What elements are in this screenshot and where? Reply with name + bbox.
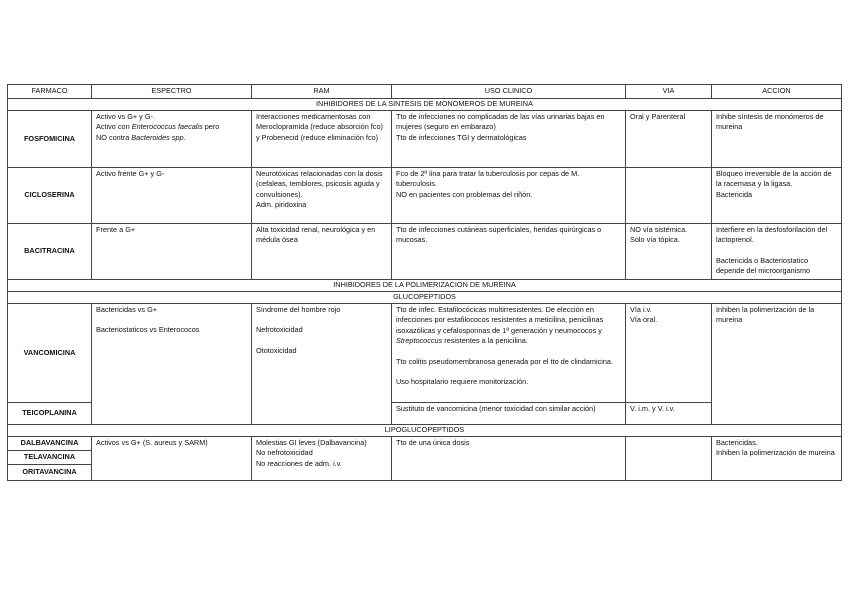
lipo-ram-line: No reacciones de adm. i.v. [256,458,342,468]
header-via: VIA [626,85,712,99]
text-fragment: NO contra [96,132,132,142]
section-lipoglucopeptidos: LIPOGLUCOPEPTIDOS [8,425,842,437]
bacitracina-via-line: Solo vía tópica. [630,235,680,245]
lipo-espectro: Activos vs G+ (S. aureus y SARM) [92,437,252,481]
vancomicina-espectro-line: Bactericidas vs G+ [96,305,158,314]
lipo-uso: Tto de una única dosis [392,437,626,481]
cicloserina-uso-line: Fco de 2ª lina para tratar la tuberculosis por cepas de M. tuberculosis. [396,169,580,189]
table-row [8,111,842,168]
cicloserina-espectro: Activo frente G+ y G- [92,168,252,224]
bacitracina-via [626,224,712,280]
section-row [8,280,842,292]
fosfomicina-accion: Inhibe síntesis de monómeros de mureina [712,111,842,168]
spacer [716,246,837,256]
header-ram: RAM [252,85,392,99]
lipo-ram-line: No nefrotoxicidad [256,448,313,458]
cicloserina-uso-line: NO en pacientes con problemas del riñón. [396,189,533,199]
teicoplanina-via: V. i.m. y V. i.v. [626,403,712,425]
vancomicina-espectro-line: Bacteriostaticos vs Enterococos [96,325,200,335]
glucopeptidos-ram [252,304,392,425]
vancomicina-via [626,304,712,403]
vancomicina-ram-line: Síndrome del hombre rojo [256,305,341,314]
spacer [256,315,387,325]
lipo-via [626,437,712,481]
cicloserina-ram-line: Adm. piridoxina [256,200,307,210]
fosfomicina-ram-line: Interacciones medicamentosas con Meroclopramida (reduce absorción fco) y Probenecid (reduce eliminación fco) [256,112,383,142]
drug-teicoplanina: TEICOPLANINA [8,403,92,425]
header-accion: ACCION [712,85,842,99]
bacitracina-ram: Alta toxicidad renal, neurológica y en médula ósea [252,224,392,280]
italic-fragment: Bacteroides spp. [131,132,186,142]
lipo-accion-line: Inhiben la polimerización de mureina [716,448,835,458]
drug-fosfomicina: FOSFOMICINA [8,111,92,168]
header-espectro: ESPECTRO [92,85,252,99]
vancomicina-ram-line: Nefrotoxicidad [256,325,303,335]
antibiotics-table [7,84,842,481]
fosfomicina-espectro-line: Activo vs G+ y G-. [96,112,155,121]
section-row [8,292,842,304]
header-row [8,85,842,99]
cicloserina-ram [252,168,392,224]
teicoplanina-uso: Sustituto de vancomicina (menor toxicidad con similar acción) [392,403,626,425]
glucopeptidos-accion: Inhiben la polimerización de la mureina [712,304,842,425]
cicloserina-uso [392,168,626,224]
header-uso-clinico: USO CLINICO [392,85,626,99]
bacitracina-via-line: NO vía sistémica. [630,225,688,234]
section-monomeros: INHIBIDORES DE LA SINTESIS DE MONOMEROS DE MUREINA [8,99,842,111]
italic-fragment: Enterococcus faecalis [131,122,203,132]
fosfomicina-uso [392,111,626,168]
cicloserina-accion-line: Bloqueo irreversible de la acción de la racemasa y la ligasa. [716,169,832,189]
cicloserina-ram-line: Neurotóxicas relacionadas con la dosis (cefaleas, temblores, psicosis aguda y convulsiones). [256,169,383,199]
fosfomicina-espectro-line [96,133,247,143]
fosfomicina-uso-line: Tto de infecciones TGI y dermatológicas [396,132,527,142]
bacitracina-accion-line: Interfiere en la desfosforilación del lactoprenol. [716,225,828,245]
lipo-accion-line: Bactericidas. [716,438,758,447]
spacer [396,347,621,357]
section-glucopeptidos: GLUCOPEPTIDOS [8,292,842,304]
cicloserina-accion [712,168,842,224]
drug-vancomicina: VANCOMICINA [8,304,92,403]
vancomicina-ram-line: Ototoxicidad [256,345,297,355]
lipo-ram-line: Molestias GI leves (Dalbavancina) [256,438,367,447]
fosfomicina-ram [252,111,392,168]
lipo-accion [712,437,842,481]
fosfomicina-espectro-line [96,122,247,132]
table-row [8,304,842,403]
table-row [8,224,842,280]
text-fragment: pero [202,122,220,132]
table-row [8,437,842,451]
bacitracina-accion [712,224,842,280]
section-row [8,425,842,437]
bacitracina-accion-line: Bactericida o Bacteriostatico depende del microorganismo [716,255,811,276]
fosfomicina-uso-line: Tto de infecciones no complicadas de las vías urinarias bajas en mujeres (seguro en embarazo) [396,112,605,132]
spacer [396,367,621,377]
vancomicina-uso [392,304,626,403]
italic-fragment: Streptococcus [396,336,443,346]
cicloserina-accion-line: Bactericida [716,189,753,199]
antibiotics-table-page [7,84,841,481]
vancomicina-via-line: Vía oral. [630,315,658,325]
cicloserina-via [626,168,712,224]
fosfomicina-via: Oral y Parenteral [626,111,712,168]
fosfomicina-espectro [92,111,252,168]
drug-dalbavancina: DALBAVANCINA [8,437,92,451]
vancomicina-uso-line [396,305,621,347]
text-fragment: Tto de infec. Estafilocócicas multirresistentes. De elección en infecciones por estafilococos resistentes a meticilina, penicilinas isoxazólicas y cefalosporinas de 1ª generación y neumococos y [396,305,604,335]
section-row [8,99,842,111]
drug-telavancina: TELAVANCINA [8,451,92,465]
glucopeptidos-espectro [92,304,252,425]
text-fragment: Activo con [96,122,132,132]
section-polimerizacion: INHIBIDORES DE LA POLIMERIZACION DE MUREINA [8,280,842,292]
text-fragment: resistentes a la penicilina. [442,336,528,346]
lipo-ram [252,437,392,481]
vancomicina-uso-line: Tto colitis pseudomembranosa generada por el tto de clindamicina. [396,356,614,366]
spacer [96,315,247,325]
header-farmaco: FARMACO [8,85,92,99]
drug-bacitracina: BACITRACINA [8,224,92,280]
table-row [8,168,842,224]
drug-oritavancina: ORITAVANCINA [8,465,92,481]
bacitracina-espectro: Frente a G+ [92,224,252,280]
bacitracina-uso: Tto de infecciones cutáneas superficiales, heridas quirúrgicas o mucosas. [392,224,626,280]
spacer [256,336,387,346]
vancomicina-via-line: Vía i.v. [630,305,652,314]
vancomicina-uso-line: Uso hospitalario requiere monitorización. [396,377,529,387]
drug-cicloserina: CICLOSERINA [8,168,92,224]
